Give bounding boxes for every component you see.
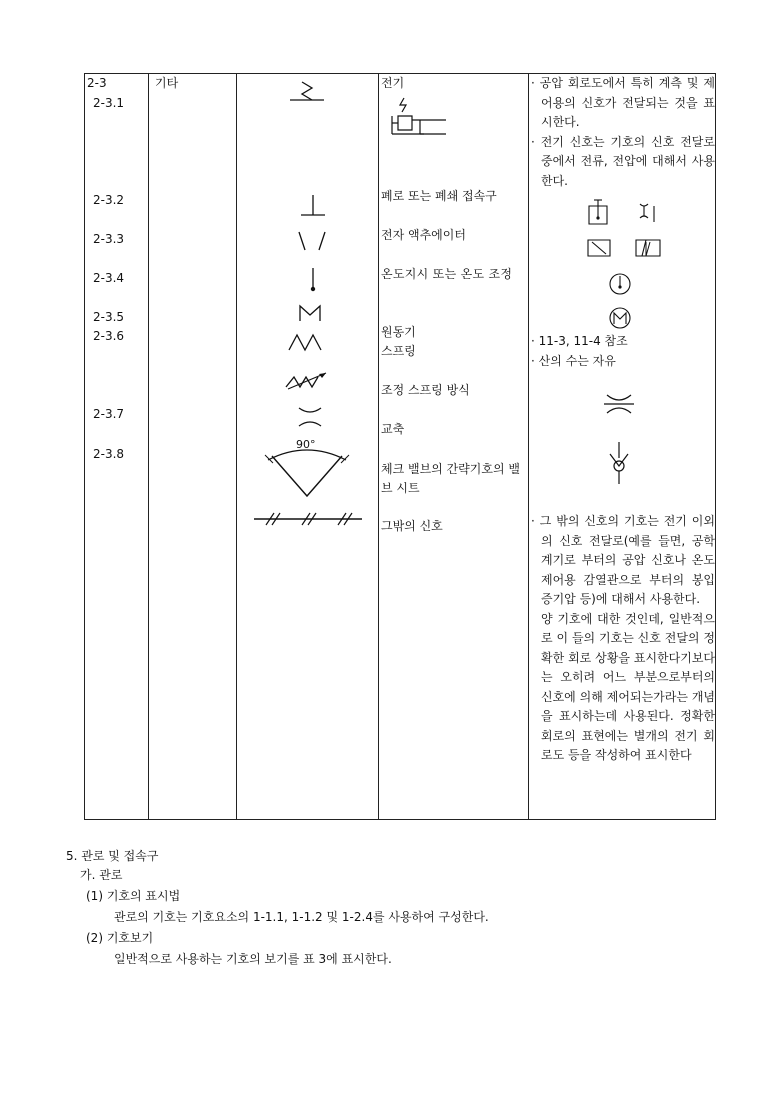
signal-example-symbols (580, 198, 670, 334)
closed-connection-symbol (298, 193, 328, 219)
item-text: 일반적으로 사용하는 기호의 보기를 표 3에 표시한다. (114, 952, 392, 966)
description-block-3 (531, 512, 715, 766)
description-text: · 공압 회로도에서 특히 계측 및 제어용의 신호가 전달되는 것을 표시한다. (531, 76, 715, 129)
spring-symbol (287, 331, 327, 353)
electric-actuator-symbol (295, 230, 329, 252)
temperature-indicator-symbol (306, 266, 320, 296)
throttle-symbol (295, 404, 325, 430)
row-name: 그밖의 신호 (381, 519, 443, 533)
table-border-right (715, 73, 716, 820)
row-number: 2-3.5 (93, 310, 125, 324)
category-label: 기타 (155, 76, 179, 90)
table-border-col5 (528, 73, 529, 820)
row-name: 체크 밸브의 간략기호의 밸브 시트 (381, 462, 520, 495)
section-number: 2-3 (87, 76, 107, 90)
electric-signal-symbol (288, 78, 328, 104)
item-text: 관로의 기호는 기호요소의 1-1.1, 1-1.2 및 1-2.4를 사용하여 구성한다. (114, 910, 489, 924)
table-border-col2 (148, 73, 149, 820)
row-number: 2-3.2 (93, 193, 125, 207)
electric-example-symbol (384, 96, 450, 142)
row-number: 2-3.1 (93, 96, 125, 110)
item-title: (2) 기호보기 (86, 931, 154, 945)
angle-label: 90° (296, 438, 316, 451)
description-text: · 산의 수는 자유 (531, 353, 616, 368)
row-name: 교축 (381, 422, 405, 436)
check-valve-seat-symbol (262, 448, 352, 504)
table-border-left (84, 73, 85, 820)
prime-mover-symbol (297, 302, 323, 324)
section-heading: 5. 관로 및 접속구 (66, 849, 159, 863)
row-number: 2-3.4 (93, 271, 125, 285)
row-number: 2-3.6 (93, 329, 125, 343)
row-name: 조정 스프링 방식 (381, 383, 470, 397)
row-number: 2-3.7 (93, 407, 125, 421)
row-name: 폐로 또는 폐쇄 접속구 (381, 189, 497, 203)
table-border-col3 (236, 73, 237, 820)
description-block-2 (531, 332, 715, 371)
row-number: 2-3.8 (93, 447, 125, 461)
description-block-1 (531, 74, 715, 191)
table-border-bottom (84, 819, 716, 820)
subsection-heading: 가. 관로 (80, 868, 123, 882)
description-text: 양 기호에 대한 것인데, 일반적으로 이 들의 기호는 신호 전달의 정확한 회로 상황을 표시한다기보다는 오히려 어느 부분으로부터의 신호에 의해 제어되는가라는 개념을 표시하는데 사용된다. 정확한 회로의 표현에는 별개의 전기 회로도 등을 작성하여 표시한다 (541, 611, 715, 762)
row-number: 2-3.3 (93, 232, 125, 246)
item-title: (1) 기호의 표시법 (86, 889, 181, 903)
row-name: 온도지시 또는 온도 조정 (381, 267, 513, 281)
row-name: 원동기 (381, 325, 416, 339)
other-signal-symbol (252, 510, 364, 528)
description-text: · 그 밖의 신호의 기호는 전기 이외의 신호 전달로(예를 들면, 공학 계기로 부터의 공압 신호나 온도 제어용 감열관으로 부터의 봉입 증기압 등)에 대해서 사용한다. (531, 514, 715, 606)
row-name: 전기 (381, 76, 405, 90)
adjustable-spring-symbol (282, 367, 332, 393)
description-text: · 11-3, 11-4 참조 (531, 334, 628, 348)
description-text: · 전기 신호는 기호의 신호 전달로 중에서 전류, 전압에 대해서 사용한다. (531, 134, 715, 188)
row-name: 스프링 (381, 344, 416, 358)
check-valve-example-symbol (606, 440, 632, 488)
table-border-col4 (378, 73, 379, 820)
row-name: 전자 액추에이터 (381, 228, 466, 242)
throttle-example-symbol (602, 391, 636, 417)
